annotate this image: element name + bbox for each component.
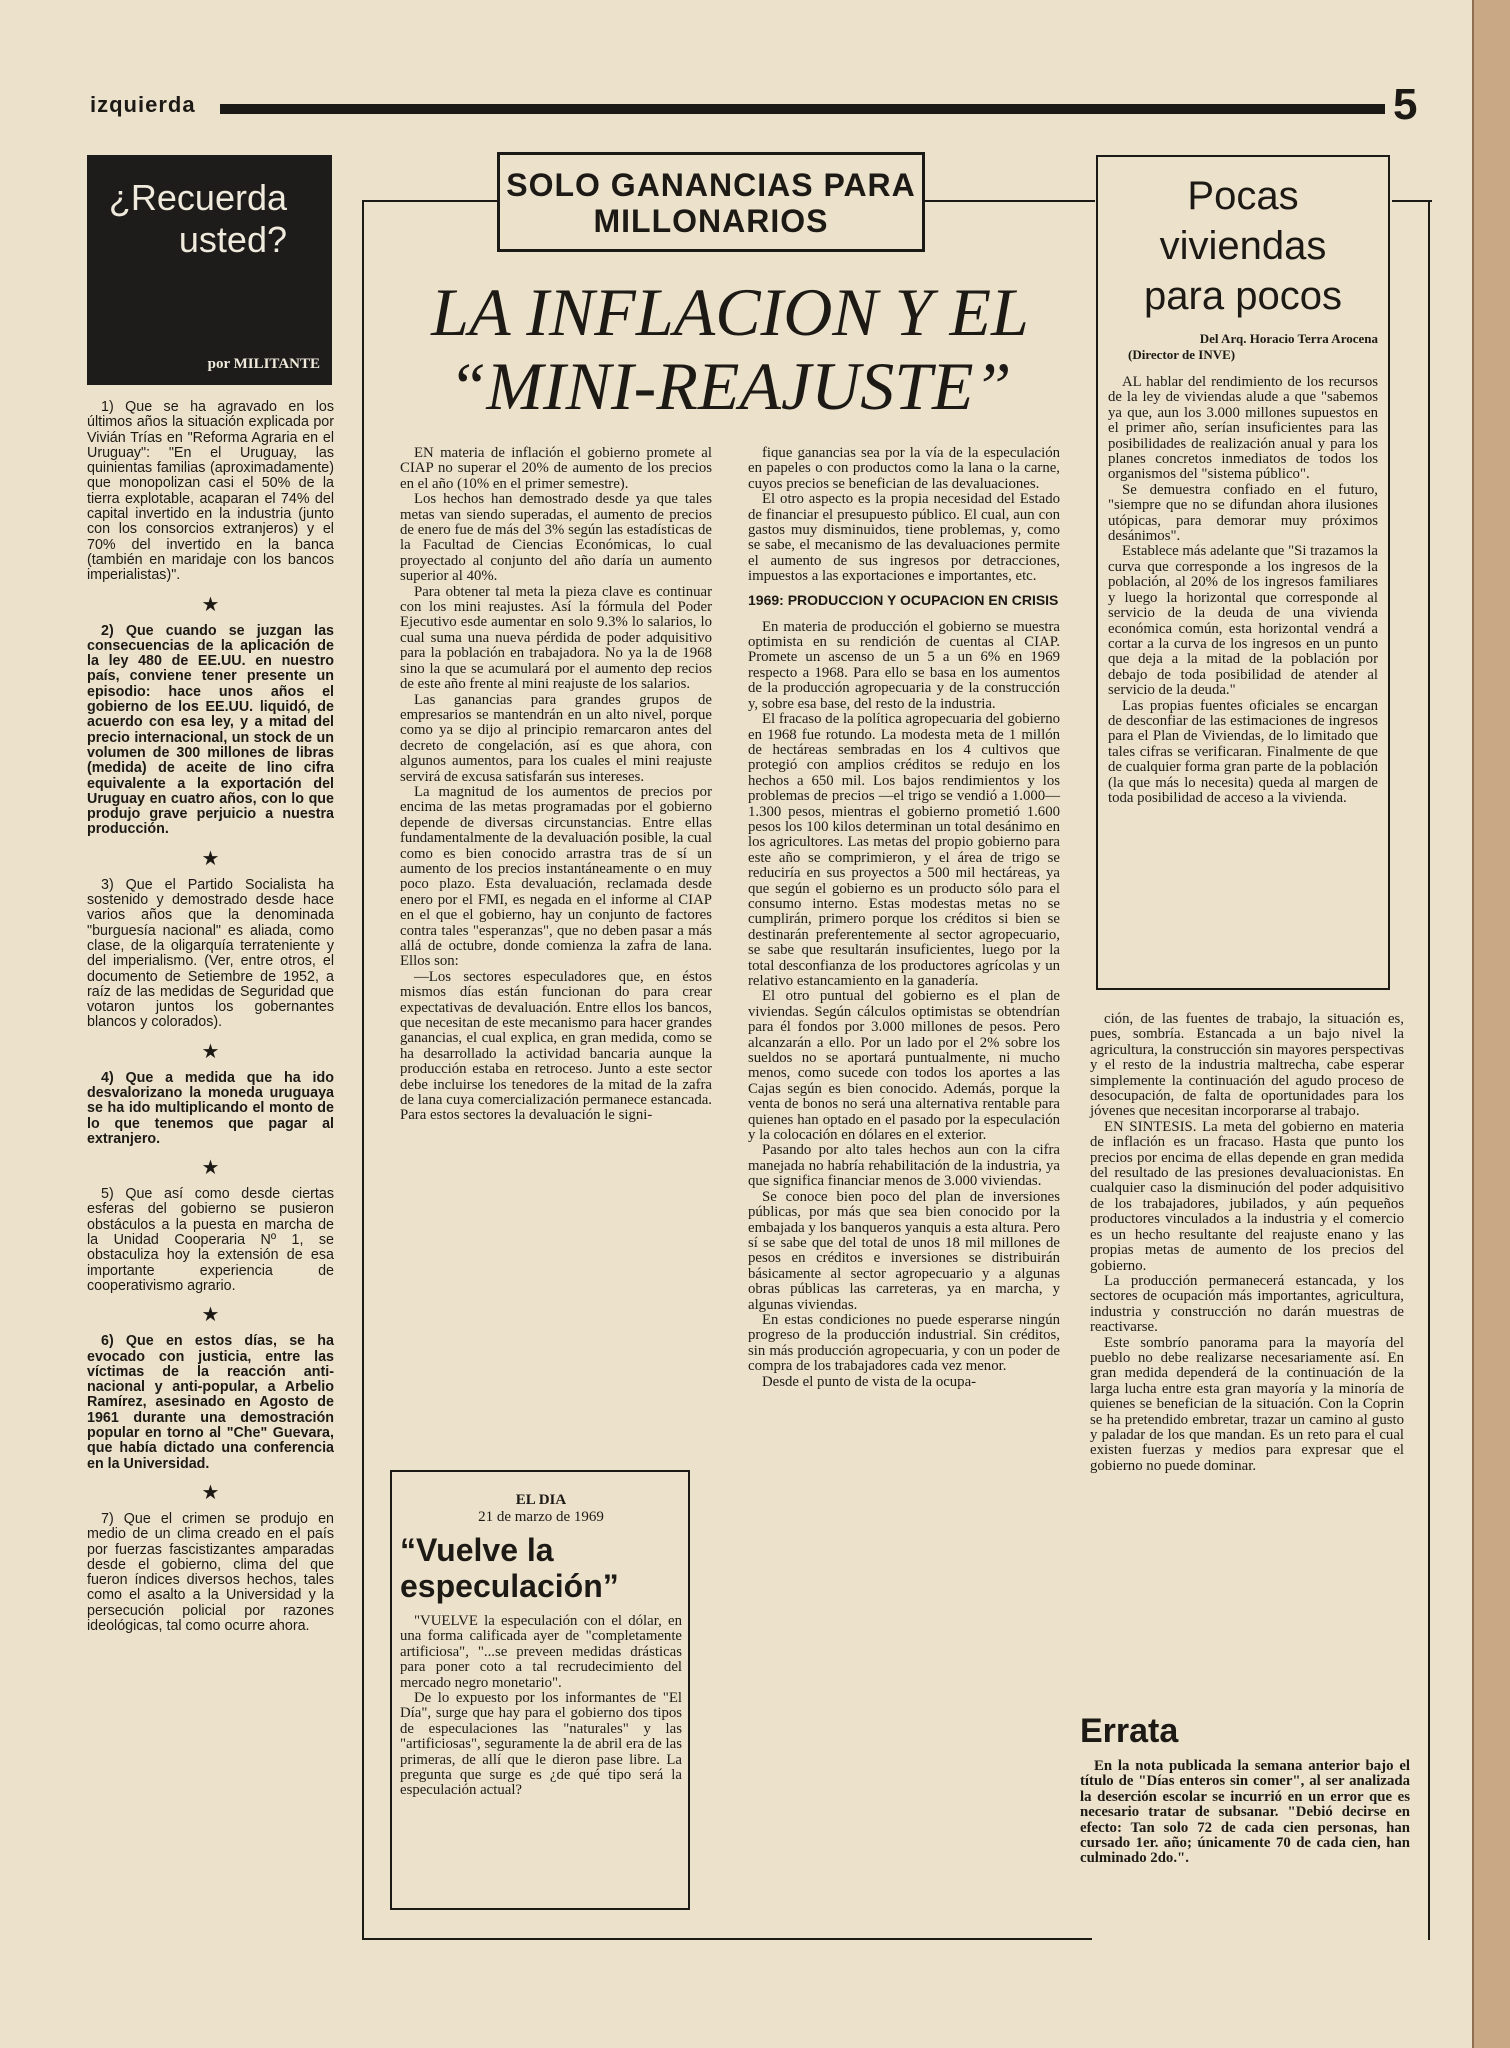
el-dia-title-line1: “Vuelve la [400,1532,554,1568]
main-headline-line1: LA INFLACION Y EL [431,274,1029,350]
pocas-title-line2: para pocos [1144,274,1342,318]
errata-title: Errata [1080,1712,1179,1750]
star-separator: ★ [201,1479,220,1504]
article-paragraph: La magnitud de los aumentos de precios por encima de las metas programadas por el gobierno depende de diversas circunstancias. Entre ellas fundamentalmente de la devaluación posible, la cual como es bien conocido arrastra tras de sí un aumento de los precios instantáneamente o en muy poco plazo. Esta devaluación, reclamada desde enero por el FMI, es negada en el informe al CIAP en el que el gobierno, hay un conjunto de factores contra tales "esperanzas", que no deben pasar a más allá de octubre, donde comienza la zafra de lana. Ellos son: [400,783,712,970]
article-paragraph: fique ganancias sea por la vía de la especulación en papeles o con productos como la lana o la carne, cuyos precios se benefician de las devaluaciones. [748,445,1060,492]
recuerda-item: 5) Que así como desde ciertas esferas del gobierno se pusieron obstáculos a la puesta en marcha de la Unidad Cooperaria Nº 1, se obstaculiza hoy la extensión de esa importante experiencia de cooperativismo agrario. [87,1186,334,1294]
star-separator: ★ [201,845,220,870]
article-paragraph: —Los sectores especuladores que, en éstos mismos días están funcionan do para crear expectativas de devaluación. Entre ellos los bancos, que necesitan de este mecanismo para hacer grandes ganancias, el cual explica, en gran medida, como se ha desarrollado la actividad bancaria aunque la producción estaba en retroceso. Junto a este sector debe incluirse los tenedores de la mitad de la zafra de lana cuya comercialización permanece estancada. Para estos sectores la devaluación le signi- [400,968,712,1124]
recuerda-title-line2: usted? [178,219,287,260]
recuerda-item: 7) Que el crimen se produjo en medio de un clima creado en el país por fuerzas fascistizantes amparadas desde el gobierno, clima del que fueron índices diversos hechos, tales como el asalto a la Universidad y la persecución policial por razones ideológicas, tal como ocurre ahora. [87,1510,334,1634]
pocas-paragraph: Las propias fuentes oficiales se encargan de desconfiar de las estimaciones de ingresos para el Plan de Viviendas, de lo limitado que tales cifras se verificaran. Finalmente de que de cualquier forma gran parte de la población (la que más lo necesita) queda al margen de toda posibilidad de acceso a la vivienda. [1108,697,1378,806]
star-separator: ★ [201,591,220,616]
masthead-rule [220,104,1385,114]
article-column-3 [1090,1012,1404,1474]
article-subheading: 1969: PRODUCCION Y OCUPACION EN CRISIS [748,591,1059,608]
pocas-viviendas-box [1096,155,1390,990]
article-paragraph: Las ganancias para grandes grupos de empresarios se mantendrán en un alto nivel, porque como ya se dijo al principio remarcaron antes del decreto de congelación, así es que ahora, con algunos aumentos, para los cuales el mini reajuste servirá de excusa satisfarán sus intereses. [400,691,712,785]
article-paragraph: EN SINTESIS. La meta del gobierno en materia de inflación es un fracaso. Hasta que punto los precios por encima de ellas depende en gran medida del resultado de las presiones devaluacionistas. En cualquier caso la disminución del poder adquisitivo de los trabajadores, jubilados, y aún pequeños productores vinculados a la industria y el comercio es un hecho resultante del reajuste enano y las propias metas de aumento de los precios del gobierno. [1090,1118,1404,1274]
article-paragraph: Se conoce bien poco del plan de inversiones públicas, por más que sea bien conocido por la embajada y los banqueros yanquis a esta altura. Pero sí se sabe que del total de unos 18 mil millones de pesos en créditos e inversiones se distribuirán básicamente al sector agropecuario y a algunas obras públicas las carreteras, ya en marcha, y algunas viviendas. [748,1188,1060,1313]
article-paragraph: EN materia de inflación el gobierno promete al CIAP no superar el 20% de aumento de los precios en el año (10% en el primer semestre). [400,445,712,492]
article-paragraph: En estas condiciones no puede esperarse ningún progreso de la producción industrial. Sin créditos, sin más producción agropecuaria, y con un poder de compra de los trabajadores cada vez menor. [748,1311,1060,1375]
article-paragraph: El otro aspecto es la propia necesidad del Estado de financiar el presupuesto público. El cual, aun con gastos muy disminuidos, tiene problemas, y, como se sabe, el mecanismo de las devaluaciones permite el aumento de sus ingresos por detracciones, impuestos a las exportaciones e importantes, etc. [748,491,1060,585]
page-number: 5 [1393,80,1418,129]
kicker-box: SOLO GANANCIAS PARA MILLONARIOS [497,152,925,252]
star-separator: ★ [201,1038,220,1063]
masthead: izquierda [90,92,196,117]
errata-text: En la nota publicada la semana anterior bajo el título de "Días enteros sin comer", al ser analizada la deserción escolar se incurrió en un error que es necesario tratar de subsanar. "Debió decirse en efecto: Tan solo 72 de cada cien personas, han cursado 1er. año; únicamente 70 de cada cien, han culminado 2do.". [1080,1758,1410,1867]
article-paragraph: El otro puntual del gobierno es el plan de viviendas. Según cálculos optimistas se obtendrían para él fondos por 3.000 millones de pesos. Pero alcanzarán a ello. Por un lado por el 2% sobre los sueldos no se aportará puntualmente, ni mucho menos, como sucede con todos los aportes a las Cajas según es bien conocido. Además, porque la venta de bonos no será una alternativa rentable para quienes han optado en el pasado por la especulación y la colocación en dólares en el exterior. [748,988,1060,1144]
article-paragraph: En materia de producción el gobierno se muestra optimista en su rendición de cuentas al CIAP. Promete un ascenso de un 5 a un 6% en 1969 respecto a 1968. Para ello se basa en los aumentos de la producción agropecuaria y de la construcción y, sobre esa base, del resto de la industria. [748,618,1060,712]
article-paragraph: Pasando por alto tales hechos aun con la cifra manejada no habría rehabilitación de la industria, ya que significa financiar menos de 3.000 viviendas. [748,1142,1060,1190]
frame-rule-right [925,200,1095,202]
recuerda-byline: por MILITANTE [207,356,320,372]
article-column-2 [748,446,1060,1390]
frame-rule-vertical-right [1428,200,1430,1940]
pocas-byline-role: (Director de INVE) [1128,347,1236,362]
article-paragraph: Este sombrío panorama para la mayoría del pueblo no debe realizarse necesariamente así. En gran medida dependerá de la continuación de la larga lucha entre esta gran mayoría y la minoría de quienes se benefician de la situación. Con la Coprin se ha pretendido embretar, trazar un camino al gusto y paladar de los que mandan. Es un reto para el cual existen fuerzas y medios para expresar que el gobierno no puede dominar. [1090,1334,1404,1474]
recuerda-title-line1: ¿Recuerda [108,177,287,218]
article-paragraph: El fracaso de la política agropecuaria del gobierno en 1968 fue rotundo. La modesta meta de 1 millón de hectáreas sembradas en los 4 cultivos que protegió con amplios créditos se redujo en los hechos a 650 mil. Los bajos rendimientos y los problemas de precios —el trigo se vendió a 1.000— 1.300 pesos, mientras el gobierno prometió 1.600 pesos los 100 kilos determinan un total desánimo en los agricultores. Las metas del propio gobierno para este año se comprimieron, y el área de trigo se reduciría en sus proyectos a 500 mil hectáreas, ya que según el gobierno es un producto sólo para el consumo interno. Estas modestas metas no se cumplirán, primero porque los créditos si bien se destinarán preferentemente al sector agropecuario, se sabe que resultarán insuficientes, luego por la total desconfianza de los productores agrícolas y un relativo estancamiento en la ganadería. [748,711,1060,989]
frame-rule-far-right [1392,200,1432,202]
pocas-title [1108,171,1378,321]
el-dia-source: EL DIA [515,1492,567,1508]
recuerda-title [99,177,287,261]
frame-rule-left [362,200,497,202]
recuerda-item: 4) Que a medida que ha ido desvalorizano la moneda uruguaya se ha ido multiplicando el monto de lo que tenemos que pagar al extranjero. [87,1069,334,1147]
el-dia-title-line2: especulación” [400,1568,619,1604]
recuerda-item: 2) Que cuando se juzgan las consecuencias de la aplicación de la ley 480 de EE.UU. en nuestro país, conviene tener presente un episodio: hace unos años el gobierno de los EE.UU. liquidó, de acuerdo con esa ley, y a mitad del precio internacional, un stock de un volumen de 300 millones de libras (medida) de aceite de lino cifra equivalente a la exportación del Uruguay en cuatro años, con lo que produjo grave perjuicio a nuestra producción. [87,622,334,838]
pocas-paragraph: AL hablar del rendimiento de los recursos de la ley de viviendas alude a que "sabemos ya que, aun los 3.000 millones supuestos en el primer año, serían insuficientes para las posibilidades de realización anual y para los planes concretos inmediatos de todos los organismos del "sistema público". [1108,374,1378,483]
article-paragraph: ción, de las fuentes de trabajo, la situación es, pues, sombría. Estancada a un bajo nivel la agricultura, la construcción sin mayores perspectivas y el resto de la industria maltrecha, cabe esperar simplemente la continuación del agudo proceso de desocupación, de falta de oportunidades para los jóvenes que necesitan incorporarse al trabajo. [1090,1011,1404,1120]
recuerda-header-box [87,155,332,385]
el-dia-title [400,1532,682,1604]
recuerda-list [87,400,334,1634]
article-column-1 [400,446,712,1124]
star-separator: ★ [201,1155,220,1180]
article-paragraph: Los hechos han demostrado desde ya que tales metas van siendo superadas, el aumento de precios de enero fue de más del 3% según las estadísticas de la Facultad de Ciencias Económicas, lo cual proyectado al conjunto del año daría un aumento superior al 40%. [400,491,712,585]
el-dia-paragraph: "VUELVE la especulación con el dólar, en una forma calificada ayer de "completamente artificiosa", "...se preveen medidas drásticas para poner coto a tal recrudecimiento del mercado negro monetario". [400,1613,682,1691]
recuerda-item: 3) Que el Partido Socialista ha sostenido y demostrado desde hace varios años que la denominada "burguesía nacional" es aliada, como clase, de la oligarquía terrateniente y del imperialismo. (Ver, entre otros, el documento de Setiembre de 1952, a raíz de las medidas de Seguridad que votaron juntos los gobernantes blancos y colorados). [87,876,334,1031]
frame-rule-bottom [362,1938,1092,1940]
article-paragraph: La producción permanecerá estancada, y los sectores de ocupación más importantes, agricultura, industria y construcción no darán muestras de reactivarse. [1090,1272,1404,1336]
pocas-paragraph: Se demuestra confiado en el futuro, "siempre que no se difundan ahora ilusiones utópicas, para demorar muy próximos desánimos". [1108,481,1378,545]
main-headline [370,275,1090,423]
errata-box [1080,1712,1410,1867]
pocas-byline: Del Arq. Horacio Terra Arocena [1199,331,1378,346]
main-headline-line2: “MINI-REAJUSTE” [448,348,1012,424]
recuerda-item: 6) Que en estos días, se ha evocado con justicia, entre las víctimas de la reacción anti-nacional y anti-popular, a Arbelio Ramírez, asesinado en Agosto de 1961 durante una demostración popular en torno al "Che" Guevara, que había dictado una conferencia en la Universidad. [87,1333,334,1472]
article-paragraph: Desde el punto de vista de la ocupa- [762,1373,977,1390]
recuerda-item: 1) Que se ha agravado en los últimos años la situación explicada por Vivián Trías en "Reforma Agraria en el Uruguay": "En el Uruguay, las quinientas familias (aproximadamente) que monopolizan casi el 50% de la tierra explotable, acaparan el 74% del capital invertido en la industria (junto con los consorcios extranjeros) y el 70% del invertido en la banca (también en maridaje con los bancos imperialistas)". [87,399,334,584]
article-paragraph: Para obtener tal meta la pieza clave es continuar con los mini reajustes. Así la fórmula del Poder Ejecutivo esde aumentar en solo 9.3% lo salarios, lo cual suma una nueva pérdida de poder adquisitivo para la población en trabajadora. No ya la de 1968 sino la que se acumulará por el aumento dep recios de este año frente al mini reajuste de los salarios. [400,583,712,693]
el-dia-paragraph: De lo expuesto por los informantes de "El Día", surge que hay para el gobierno dos tipos de especulaciones las "naturales" y las "artificiosas", seguramente la de abril era de las primeras, de allí que le dieron pase libre. La pregunta que surge es ¿de qué tipo será la especulación actual? [400,1690,682,1799]
pocas-paragraph: Establece más adelante que "Si trazamos la curva que corresponde a los ingresos de la población, al 20% de los ingresos familiares y luego la horizontal que corresponde al servicio de la deuda de una vivienda económica común, esta horizontal vendrá a cortar a la curva de los ingresos en un punto que deja a la mitad de la población por debajo de toda posibilidad de atender al servicio de la deuda." [1108,543,1378,699]
el-dia-box [390,1470,690,1910]
pocas-title-line1: Pocas viviendas [1159,174,1327,268]
star-separator: ★ [201,1302,220,1327]
el-dia-date: 21 de marzo de 1969 [478,1509,604,1525]
page-edge [1472,0,1510,2048]
